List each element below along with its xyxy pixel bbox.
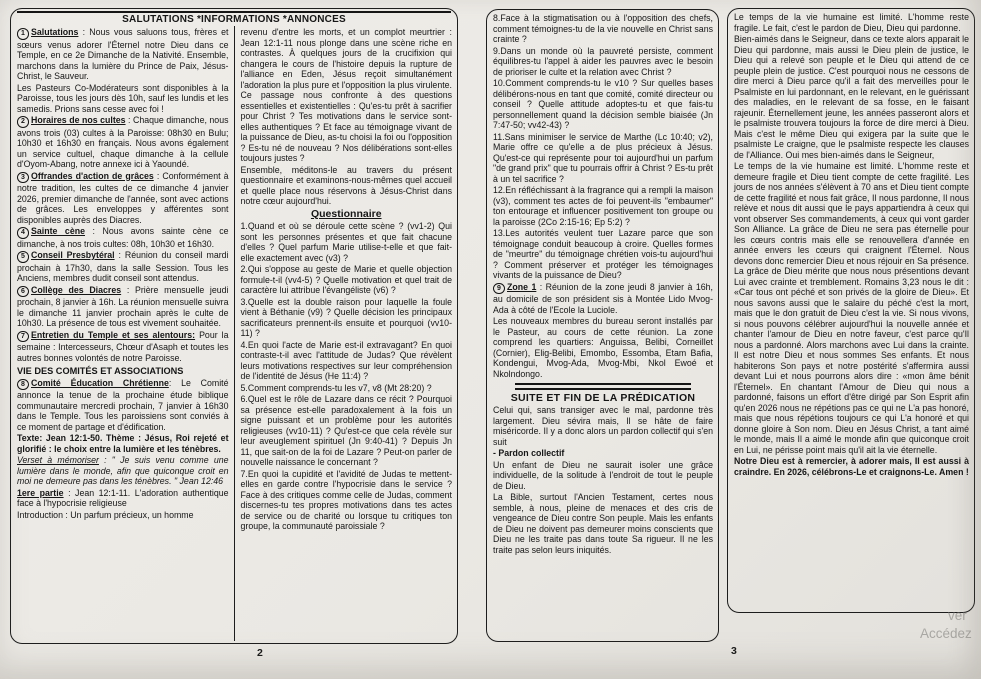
item-body: Le temps de la vie humaine est limité. L'homme reste et demeure fragile et Dieu tient compte de cette fragilité. Les jours de nos années s'élèvent à 70 ans et Dieu tient compte de cette fragilité et nous fait grâce, Il nous pardonne, Il nous relève et nous dit aussi que le pays appartiendra à ceux qui vont observer Ses commandements, à ceux qui vont garder Son Alliance. La grâce de Dieu ne sera pas éternelle pour les cœurs contris mais elle se renouvellera d'année en année envers les cœurs qui craignent l'Éternel. Nous devons donc remercier Dieu et nous réjouir en Sa présence. La grâce de Dieu mérite que nous nous présentions devant Lui avec crainte et tremblement. Romains 3,23 nous le dit : «Car tous ont péché et son privés de la gloire de Dieu». Et nous savons aussi que le salaire du péché c'est la mort, mais que le don gratuit de Dieu c'est la vie. Si nous vivons, si nous pouvons célébrer aujourd'hui la nouvelle année et chanter l'amour de Dieu en notre faveur, c'est parce qu'Il nous a pardonné. Alors marchons avec Lui dans la crainte. Il est notre Dieu et nous sommes Ses enfants. Et nous habiterons Son pays et notre postérité s'affermira aussi devant Lui et nous pourrons alors dire : «mon âme bénit l'Éternel». En chantant l'Amour de Dieu qui nous a pardonné, faisons un effort d'être dirigé par Son Esprit afin qu'en 2026 nous ne répétions pas ce qui ne L'a pas honoré, mais que nous répétions toujours ce qui L'a honoré et qui donne gloire à Son nom. Dieu en Jésus Christ, a tant aimé le monde, mais Il a aimé le monde afin que quiconque croit en Lui, ne périsse point mais qu'il ait la vie éternelle. xyxy=(734,161,969,455)
page-3-column-1 xyxy=(487,10,718,641)
paragraph xyxy=(493,405,713,447)
page-2-columns xyxy=(11,26,457,641)
paragraph xyxy=(17,378,229,433)
paragraph xyxy=(17,83,229,115)
paragraph xyxy=(17,27,229,82)
paragraph xyxy=(241,221,453,263)
item-title: Horaires de nos cultes xyxy=(31,115,126,125)
watermark-line-1: ver xyxy=(948,608,967,623)
page-number-3: 3 xyxy=(731,645,737,657)
item-body: Bien-aimés dans le Seigneur, dans ce texte alors apparait le Dieu qui pardonne, mais aussi le Dieu plein de justice, le Dieu qui a relevé son peuple et le Dieu qui attend de ce peuple plein de justice. C'est pourquoi nous ne cessons de dire merci à Dieu parce qu'il a fait des merveilles pour le Psalmiste en lui pardonnant, en le relevant, en le guérissant des maladies, en le relevant de sa fosse, en le faisant rajeunir. Éternellement jeune, les années passeront alors et le psalmiste trouvera toujours la force de dire merci à Dieu. Mais c'est le même Dieu qui exigera par la suite que le psalmiste Le craigne, que le psalmiste respecte les clauses de l'Alliance. Oui mes bien-aimés dans le Seigneur, xyxy=(734,34,969,160)
item-title: Comité Éducation Chrétienne xyxy=(31,377,169,388)
paragraph xyxy=(241,264,453,296)
item-body: Introduction : Un parfum précieux, un homme xyxy=(17,509,194,520)
item-number-badge: 5 xyxy=(17,251,29,263)
paragraph xyxy=(17,433,229,454)
item-body: : " Je suis venu comme une lumière dans le monde, afin que quiconque croit en moi ne demeure pas dans les ténèbres. " Jean 12:46 xyxy=(17,455,229,486)
paragraph xyxy=(17,488,229,509)
item-body: : Conformément à notre tradition, les cultes de ce dimanche 4 janvier 2026, premier dimanche de l'année, sont avec actions de grâces. Les enveloppes y afférentes sont disponibles auprès des Diacres. xyxy=(17,170,229,225)
item-body: : Nous avons sainte cène ce dimanche, à nos trois cultes: 08h, 10h30 et 16h30. xyxy=(17,226,229,249)
item-title: Sainte cène xyxy=(31,226,85,236)
paragraph xyxy=(241,383,453,394)
paragraph xyxy=(241,27,453,164)
item-body: Questionnaire xyxy=(310,207,382,220)
paragraph xyxy=(734,161,969,455)
item-body: : Jean 12:1-11. L'adoration authentique face à l'hypocrisie religieuse xyxy=(17,487,229,508)
item-body: 11.Sans minimiser le service de Marthe (Lc 10:40; v2), Marie offre ce qu'elle a de plus précieux à Jésus. Qu'est-ce qui représente pour toi aujourd'hui un parfum "de grand prix" que tu pourrais offrir à Christ ? Es-tu prêt à un tel sacrifice ? xyxy=(493,131,713,184)
page-2-panel xyxy=(10,8,458,644)
item-body: revenu d'entre les morts, et un complot meurtrier : Jean 12:1-11 nous plonge dans une scène riche en contrastes. À quelques jours de la crucifixion qui changera le cours de l'histoire depuis la rupture de l'alliance en Eden, Jésus reçoit simultanément l'adoration la plus pure et l'opposition la plus virulente. Ce passage nous confronte à des questions essentielles et existentielles : Qu'es-tu prêt à sacrifier pour Christ ? Tes motivations dans le service sont-elles authentiques ? Et face au témoignage vivant de la puissance de Dieu, as-tu choisi la foi ou l'opposition ? Es-tu né de nouveau ? Nos délibérations sont-elles toujours justes ? xyxy=(240,27,452,163)
page-2-header: SALUTATIONS *INFORMATIONS *ANNONCES xyxy=(122,14,346,25)
item-body: - Pardon collectif xyxy=(493,448,565,459)
item-body: : Nous vous saluons tous, frères et sœurs venus adorer l'Éternel notre Dieu dans ce Temple, en ce 2e Dimanche de la Nativité. Ensemble, marchons dans la lumière du Prince de Paix, Jésus-Christ, le Sauveur. xyxy=(17,27,229,81)
paragraph xyxy=(493,393,713,404)
paragraph xyxy=(17,285,229,329)
item-body: 10.Comment comprends-tu le v10 ? Sur quelles bases délibérons-nous en tant que comité, comité directeur ou conseil ? Quelle attitude adoptes-tu et que fais-tu personnellement quand la décision semble biaisée (Jn 7:47-50; vv42-43) ? xyxy=(493,78,713,130)
item-body: Notre Dieu est à remercier, à adorer mais, Il est aussi à craindre. En 2026, célébrons-Le et craignons-Le. Amen ! xyxy=(734,456,969,477)
item-body: Les Pasteurs Co-Modérateurs sont disponibles à la Paroisse, tous les jours dès 10h, sauf les lundis et les samedis. Prions sans cesse avec foi ! xyxy=(17,82,229,114)
paragraph xyxy=(17,115,229,170)
item-body: 13.Les autorités veulent tuer Lazare parce que son témoignage conduit beaucoup à croire. Quelles formes de "meurtre" du témoignage chrétien vois-tu aujourd'hui ? Comment préserver et protéger les témoignages vivants de la puissance de Dieu? xyxy=(493,228,713,280)
paragraph xyxy=(493,78,713,131)
paragraph xyxy=(493,460,713,492)
item-title: 1ere partie xyxy=(17,487,64,498)
item-title: Entretien du Temple et ses alentours: xyxy=(31,329,196,340)
item-body: : Chaque dimanche, nous avons trois (03) cultes à la Paroisse: 08h30 en Bulu; 10h30 et 16h30 en français. Nous avons également un service cultuel, chaque dimanche à la cellule d'Oyom-Abang, notre annexe ici à Yaoundé. xyxy=(17,115,229,169)
item-body: 12.En réfléchissant à la fragrance qui a rempli la maison (v3), comment tes actes de foi peuvent-ils "embaumer" ton entourage et influencer positivement ton groupe ou la paroisse (2Co 2:15-16; Ep 5:2) ? xyxy=(493,185,713,227)
paragraph xyxy=(241,394,453,468)
page-3-column-2 xyxy=(728,9,974,612)
item-body: Celui qui, sans transiger avec le mal, pardonne très largement. Dieu sévira mais, Il se hâte de faire miséricorde. Il y a donc alors un pardon collectif qui s'en suit xyxy=(493,405,713,447)
paragraph xyxy=(241,297,453,339)
paragraph xyxy=(17,226,229,249)
item-body: : Réunion de la zone jeudi 8 janvier à 16h, au domicile de son président sis à Montée Lido Mvog-Ada à côté de l'Ecole la Luciole. xyxy=(493,281,713,315)
item-body: La Bible, surtout l'Ancien Testament, certes nous semble, à nous, pleine de menaces et des cris de vengeance de Dieu contre Son peuple. Mais les enfants de Dieu ne doivent pas demeurer moins conscients que Dieu ne les traite pas dans toute Sa rigueur. Il ne les traite pas selon leurs iniquités. xyxy=(493,492,713,555)
watermark-line-2: Accédez xyxy=(920,626,972,641)
paragraph xyxy=(493,282,713,316)
item-body: 3.Quelle est la double raison pour laquelle la foule vient à Béthanie (v9) ? Quelle décision les principaux sacrificateurs prennent-ils ensuite et pourquoi (vv10-11) ? xyxy=(240,296,452,338)
item-number-badge: 9 xyxy=(493,283,505,295)
item-number-badge: 6 xyxy=(17,286,29,298)
item-number-badge: 2 xyxy=(17,116,29,128)
paragraph xyxy=(493,185,713,227)
item-body: : Le Comité annonce la tenue de la prochaine étude biblique communautaire mercredi prochain, 7 janvier à 16h30 dans le Temple. Tous les paroissiens sont conviés à ce moment de partage et d'édification. xyxy=(17,377,229,432)
item-body: 6.Quel est le rôle de Lazare dans ce récit ? Pourquoi sa présence est-elle paradoxalement à la fois un signe puissant et un problème pour les autorités religieuses (vv10-11) ? Qu'est-ce que cela révèle sur leur aveuglement spirituel (Jn 9:40-41) ? Depuis Jn 11, que sait-on de la foi de Lazare ? Peut-on parler de nouvelle naissance le concernant ? xyxy=(240,394,452,467)
item-title: Zone 1 xyxy=(507,281,537,292)
item-body: 9.Dans un monde où la pauvreté persiste, comment équilibres-tu l'appel à aider les pauvres avec le besoin de prioriser le culte et la relation avec Christ ? xyxy=(493,45,713,77)
paragraph xyxy=(17,330,229,364)
item-number-badge: 8 xyxy=(17,379,29,391)
item-body: Le temps de la vie humaine est limité. L'homme reste fragile. Le fait, c'est le pardon de Dieu, Dieu qui pardonne. xyxy=(734,12,969,33)
paragraph xyxy=(241,340,453,382)
page-3-right-panel xyxy=(727,8,975,613)
paragraph xyxy=(493,448,713,459)
item-body: Texte: Jean 12:1-50. Thème : Jésus, Roi rejeté et glorifié : le choix entre la lumière et les ténèbres. xyxy=(17,433,229,454)
item-body: 5.Comment comprends-tu les v7, v8 (Mt 28:20) ? xyxy=(240,382,432,393)
item-title: Offrandes d'action de grâces xyxy=(31,170,154,181)
item-title: Verset à mémoriser xyxy=(17,455,99,465)
item-body: 7.En quoi la cupidité et l'avidité de Judas te mettent-elles en garde contre l'hypocrisie dans le service ? Face à des critiques comme celle de Judas, comment discernes-tu tes propres motivations dans tes actes de service ou de charité ou lorsque tu critiques ton groupe, la communauté paroissiale ? xyxy=(240,468,452,531)
item-number-badge: 3 xyxy=(17,172,29,184)
item-body: Ensemble, méditons-le au travers du présent questionnaire et examinons-nous-mêmes quel accueil et quelle place nous réservons à Jésus-Christ dans notre cœur aujourd'hui. xyxy=(240,164,452,206)
paragraph xyxy=(493,316,713,379)
item-body: Un enfant de Dieu ne saurait isoler une grâce individuelle, de la solitude à l'endroit de tout le peuple de Dieu. xyxy=(493,459,713,491)
paragraph xyxy=(17,171,229,226)
item-number-badge: 4 xyxy=(17,227,29,239)
paragraph xyxy=(17,455,229,487)
item-body: Les nouveaux membres du bureau seront installés par le Pasteur, au cours de cette réunion. La zone comprend les quartiers: Anguissa, Belibi, Corneillet (Cornier), Elig-Belibi, Emombo, Essomba, Etam Bafia, Kondengui, Mvog-Ada, Mvog-Mbi, Nkol Ewoé et Nkolndongo. xyxy=(493,316,713,379)
paragraph xyxy=(493,132,713,185)
item-body: 2.Qui s'oppose au geste de Marie et quelle objection formule-t-il (vv4-5) ? Quelle motivation et quel trait de caractère lui attribue l'évangéliste (v6) ? xyxy=(240,264,452,295)
paragraph xyxy=(17,510,229,521)
item-body: 8.Face à la stigmatisation ou à l'opposition des chefs, comment témoignes-tu de la vie nouvelle en Christ sans crainte ? xyxy=(493,13,713,44)
page-2-column-1 xyxy=(11,26,235,641)
item-body: 1.Quand et où se déroule cette scène ? (vv1-2) Qui sont les personnes présentes et que fait chacune d'elles ? Quel parfum Marie utilise-t-elle et que fait-elle exactement avec (v3) ? xyxy=(240,221,452,263)
paragraph xyxy=(493,13,713,45)
paragraph xyxy=(515,383,691,390)
item-number-badge: 7 xyxy=(17,331,29,343)
item-body: SUITE ET FIN DE LA PRÉDICATION xyxy=(510,391,696,404)
paragraph xyxy=(493,46,713,78)
paragraph xyxy=(241,165,453,207)
paragraph xyxy=(241,469,453,532)
item-body: 4.En quoi l'acte de Marie est-il extravagant? En quoi contraste-t-il avec l'attitude de Judas? Que révèlent leurs motivations respectives sur leur compréhension de l'identité de Jésus (He 11:4) ? xyxy=(240,339,452,381)
item-number-badge: 1 xyxy=(17,28,29,40)
item-body: : Réunion du conseil mardi prochain à 17h30, dans la salle Session. Tous les Anciens, membres dudit conseil sont attendus. xyxy=(17,250,229,283)
item-title: Salutations xyxy=(31,27,79,37)
paragraph xyxy=(17,366,229,377)
item-body: Pour la semaine : Intercesseurs, Chœur d'Asaph et toutes les autres bonnes volontés de notre Paroisse. xyxy=(17,329,229,363)
paragraph xyxy=(493,228,713,281)
item-title: Collège des Diacres xyxy=(31,284,122,295)
paragraph xyxy=(17,250,229,284)
paragraph xyxy=(734,456,969,477)
paragraph xyxy=(241,209,453,220)
page-3-left-panel xyxy=(486,9,719,642)
paragraph xyxy=(493,492,713,555)
paragraph xyxy=(734,34,969,160)
page-2-column-2 xyxy=(235,26,458,641)
item-body: : Prière mensuelle jeudi prochain, 8 janvier à 16h. La réunion mensuelle suivra le dimanche 11 janvier prochain après le culte de 10h30. La présence de tous est vivement souhaitée. xyxy=(17,284,229,328)
paragraph xyxy=(734,12,969,33)
page-number-2: 2 xyxy=(257,647,263,659)
item-title: Conseil Presbytéral xyxy=(31,250,115,260)
item-body: VIE DES COMITÉS ET ASSOCIATIONS xyxy=(17,366,184,376)
